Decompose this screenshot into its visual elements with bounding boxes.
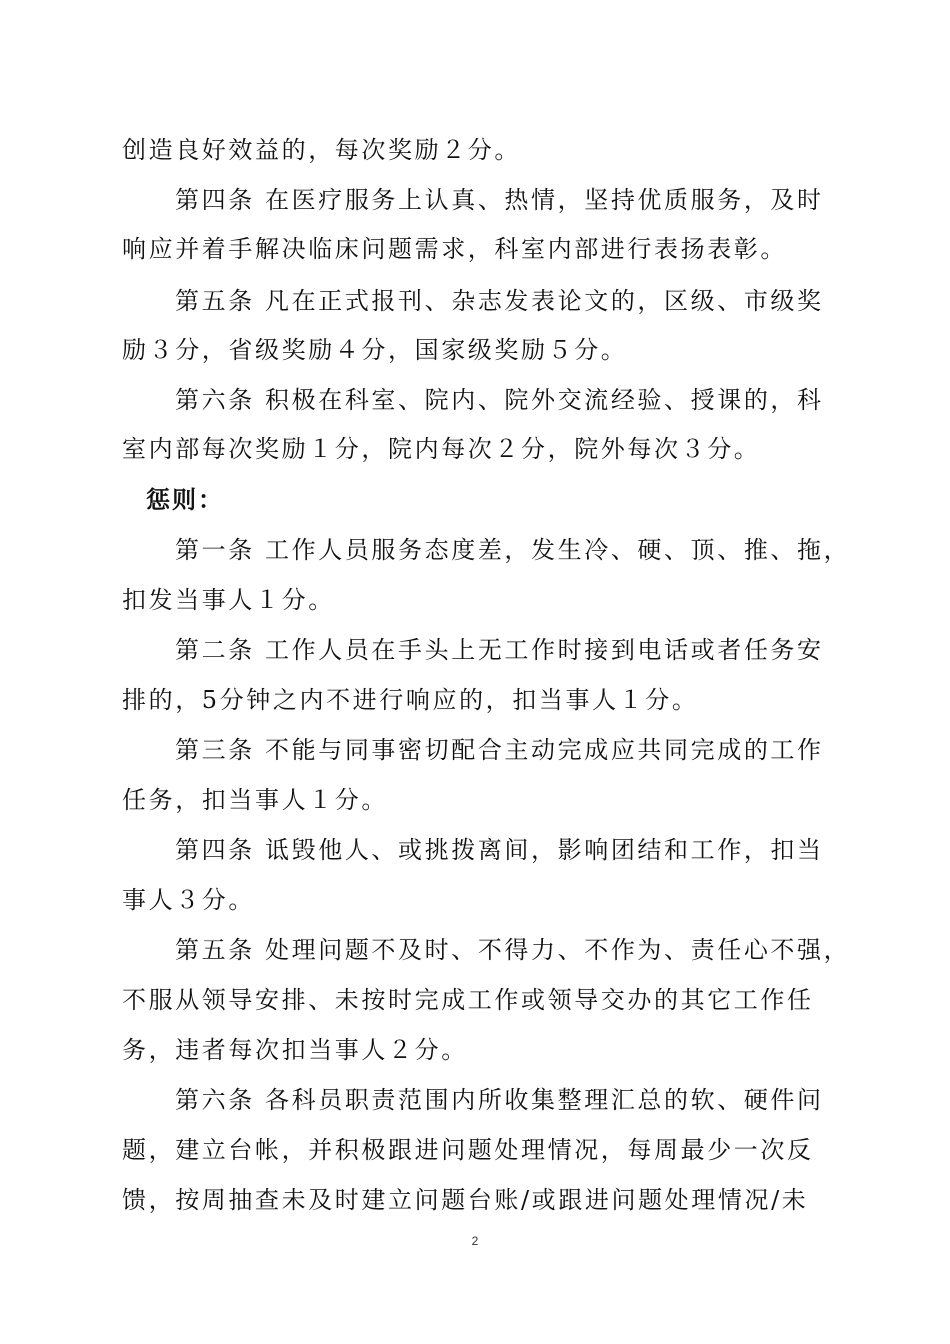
page-number: 2: [471, 1234, 479, 1248]
penalty-5-line-2: 不服从领导安排、未按时完成工作或领导交办的其它工作任: [122, 986, 814, 1014]
body-line: 创造良好效益的，每次奖励２分。: [122, 136, 521, 164]
penalty-5-line-3: 务，违者每次扣当事人２分。: [122, 1036, 468, 1064]
penalty-1-line-1: 第一条 工作人员服务态度差，发生冷、硬、顶、推、拖，: [175, 536, 851, 564]
penalty-6-line-3: 馈，按周抽查未及时建立问题台账/或跟进问题处理情况/未: [122, 1186, 809, 1214]
article-6-line-1: 第六条 积极在科室、院内、院外交流经验、授课的，科: [175, 386, 824, 414]
article-4-line-1: 第四条 在医疗服务上认真、热情，坚持优质服务，及时: [175, 186, 824, 214]
penalty-6-line-1: 第六条 各科员职责范围内所收集整理汇总的软、硬件问: [175, 1086, 824, 1114]
penalty-2-line-2: 排的，5分钟之内不进行响应的，扣当事人１分。: [122, 686, 699, 714]
article-5-line-1: 第五条 凡在正式报刊、杂志发表论文的，区级、市级奖: [175, 287, 824, 315]
penalty-heading: 惩则：: [146, 486, 224, 514]
article-6-line-2: 室内部每次奖励１分，院内每次２分，院外每次３分。: [122, 435, 761, 463]
penalty-3-line-2: 任务，扣当事人１分。: [122, 786, 388, 814]
penalty-2-line-1: 第二条 工作人员在手头上无工作时接到电话或者任务安: [175, 636, 824, 664]
article-4-line-2: 响应并着手解决临床问题需求，科室内部进行表扬表彰。: [122, 235, 787, 263]
penalty-3-line-1: 第三条 不能与同事密切配合主动完成应共同完成的工作: [175, 736, 824, 764]
penalty-4-line-2: 事人３分。: [122, 886, 255, 914]
penalty-6-line-2: 题，建立台帐，并积极跟进问题处理情况，每周最少一次反: [122, 1136, 814, 1164]
penalty-5-line-1: 第五条 处理问题不及时、不得力、不作为、责任心不强，: [175, 936, 851, 964]
article-5-line-2: 励３分，省级奖励４分，国家级奖励５分。: [122, 336, 628, 364]
penalty-4-line-1: 第四条 诋毁他人、或挑拨离间，影响团结和工作，扣当: [175, 836, 824, 864]
penalty-1-line-2: 扣发当事人１分。: [122, 586, 335, 614]
